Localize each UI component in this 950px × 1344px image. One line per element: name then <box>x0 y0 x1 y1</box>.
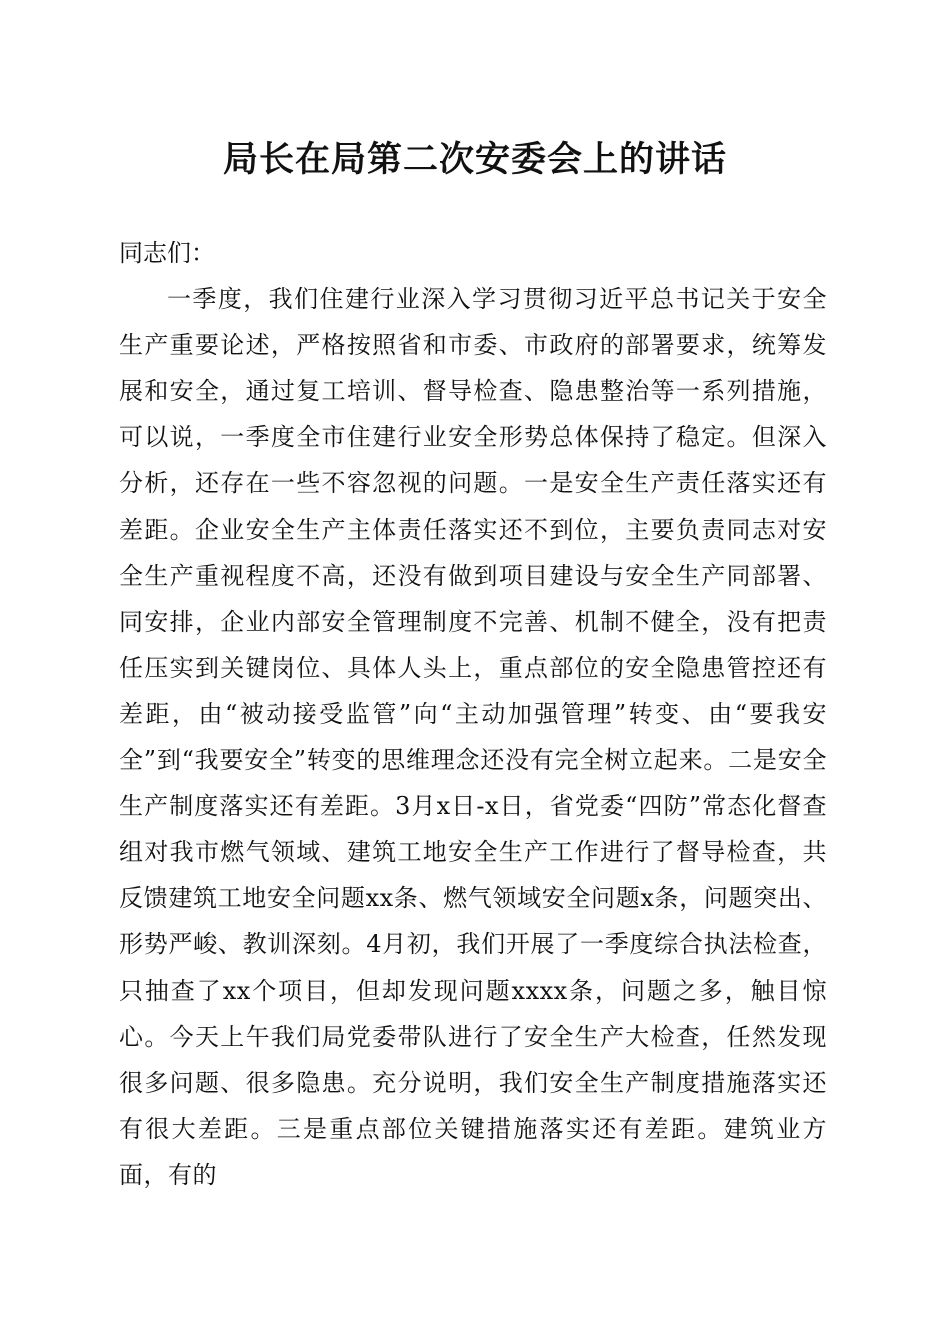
salutation: 同志们： <box>119 239 215 267</box>
document-body <box>119 230 827 1198</box>
body-paragraph: 一季度，我们住建行业深入学习贯彻习近平总书记关于安全生产重要论述，严格按照省和市委、市政府的部署要求，统筹发展和安全，通过复工培训、督导检查、隐患整治等一系列措施，可以说，一季度全市住建行业安全形势总体保持了稳定。但深入分析，还存在一些不容忽视的问题。一是安全生产责任落实还有差距。企业安全生产主体责任落实还不到位，主要负责同志对安全生产重视程度不高，还没有做到项目建设与安全生产同部署、同安排，企业内部安全管理制度不完善、机制不健全，没有把责任压实到关键岗位、具体人头上，重点部位的安全隐患管控还有差距，由“被动接受监管”向“主动加强管理”转变、由“要我安全”到“我要安全”转变的思维理念还没有完全树立起来。二是安全生产制度落实还有差距。3月x日-x日，省党委“四防”常态化督查组对我市燃气领域、建筑工地安全生产工作进行了督导检查，共反馈建筑工地安全问题xx条、燃气领域安全问题x条，问题突出、形势严峻、教训深刻。4月初，我们开展了一季度综合执法检查，只抽查了xx个项目，但却发现问题xxxx条，问题之多，触目惊心。今天上午我们局党委带队进行了安全生产大检查，任然发现很多问题、很多隐患。充分说明，我们安全生产制度措施落实还有很大差距。三是重点部位关键措施落实还有差距。建筑业方面，有的 <box>119 285 827 1189</box>
document-title: 局长在局第二次安委会上的讲话 <box>222 139 727 180</box>
